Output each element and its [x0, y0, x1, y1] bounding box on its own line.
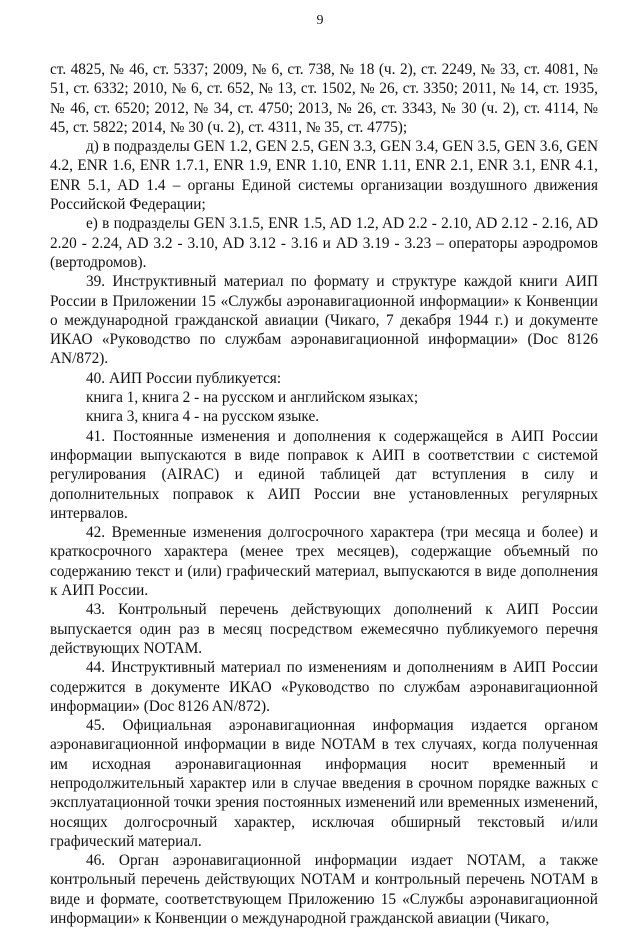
document-body	[50, 60, 598, 928]
paragraph-42: 42. Временные изменения долгосрочного характера (три месяца и более) и краткосрочного характера (менее трех месяцев), содержащие объемный по содержанию текст и (или) графический материал, выпускаются в виде дополнения к АИП России.	[50, 524, 598, 600]
paragraph-44: 44. Инструктивный материал по изменениям и дополнениям в АИП России содержится в документе ИКАО «Руководство по службам аэронавигационной информации» (Doc 8126 AN/872).	[50, 659, 598, 715]
paragraph-citation-continuation: ст. 4825, № 46, ст. 5337; 2009, № 6, ст. 738, № 18 (ч. 2), ст. 2249, № 33, ст. 4081, № 51, ст. 6332; 2010, № 6, ст. 652, № 13, ст. 1502, № 26, ст. 3350; 2011, № 14, ст. 1935, № 46, ст. 6520; 2012, № 34, ст. 4750; 2013, № 26, ст. 3343, № 30 (ч. 2), ст. 4114, № 45, ст. 5822; 2014, № 30 (ч. 2), ст. 4311, № 35, ст. 4775);	[50, 61, 598, 136]
page-number: 9	[316, 13, 324, 28]
paragraph-41: 41. Постоянные изменения и дополнения к содержащейся в АИП России информации выпускаются в виде поправок к АИП в соответствии с системой регулирования (AIRAC) и единой таблицей дат вступления в силу и дополнительных поправок к АИП России вне установленных регулярных интервалов.	[50, 427, 598, 522]
paragraph-40: 40. АИП России публикуется:	[86, 369, 282, 387]
paragraph-item-d: д) в подразделы GEN 1.2, GEN 2.5, GEN 3.3, GEN 3.4, GEN 3.5, GEN 3.6, GEN 4.2, ENR 1.6, ENR 1.7.1, ENR 1.9, ENR 1.10, ENR 1.11, ENR 2.1, ENR 3.1, ENR 4.1, ENR 5.1, AD 1.4 – органы Единой системы организации воздушного движения Российской Федерации;	[50, 138, 598, 214]
paragraph-item-e: е) в подразделы GEN 3.1.5, ENR 1.5, AD 1.2, AD 2.2 - 2.10, AD 2.12 - 2.16, AD 2.20 - 2.24, AD 3.2 - 3.10, AD 3.12 - 3.16 и AD 3.19 - 3.23 – операторы аэродромов (вертодромов).	[50, 215, 598, 271]
paragraph-43: 43. Контрольный перечень действующих дополнений к АИП России выпускается один раз в месяц посредством ежемесячно публикуемого перечня действующих NOTAM.	[50, 601, 598, 657]
paragraph-39: 39. Инструктивный материал по формату и структуре каждой книги АИП России в Приложении 15 «Службы аэронавигационной информации» к Конвенции о международной гражданской авиации (Чикаго, 7 декабря 1944 г.) и документе ИКАО «Руководство по службам аэронавигационной информации» (Doc 8126 AN/872).	[50, 273, 598, 368]
paragraph-40-book-1-2: книга 1, книга 2 - на русском и английском языках;	[86, 389, 419, 407]
paragraph-40-book-3-4: книга 3, книга 4 - на русском языке.	[86, 408, 320, 426]
paragraph-46: 46. Орган аэронавигационной информации издает NOTAM, а также контрольный перечень действующих NOTAM и контрольный перечень NOTAM в виде и формате, соответствующем Приложению 15 «Службы аэронавигационной информации» к Конвенции о международной гражданской авиации (Чикаго,	[50, 852, 598, 928]
paragraph-45: 45. Официальная аэронавигационная информация издается органом аэронавигационной информации в виде NOTAM в тех случаях, когда полученная им исходная аэронавигационная информация носит временный и непродолжительный характер или в случае введения в срочном порядке важных с эксплуатационной точки зрения постоянных изменений или временных изменений, носящих долгосрочный характер, исключая обширный текстовый и/или графический материал.	[50, 717, 598, 850]
